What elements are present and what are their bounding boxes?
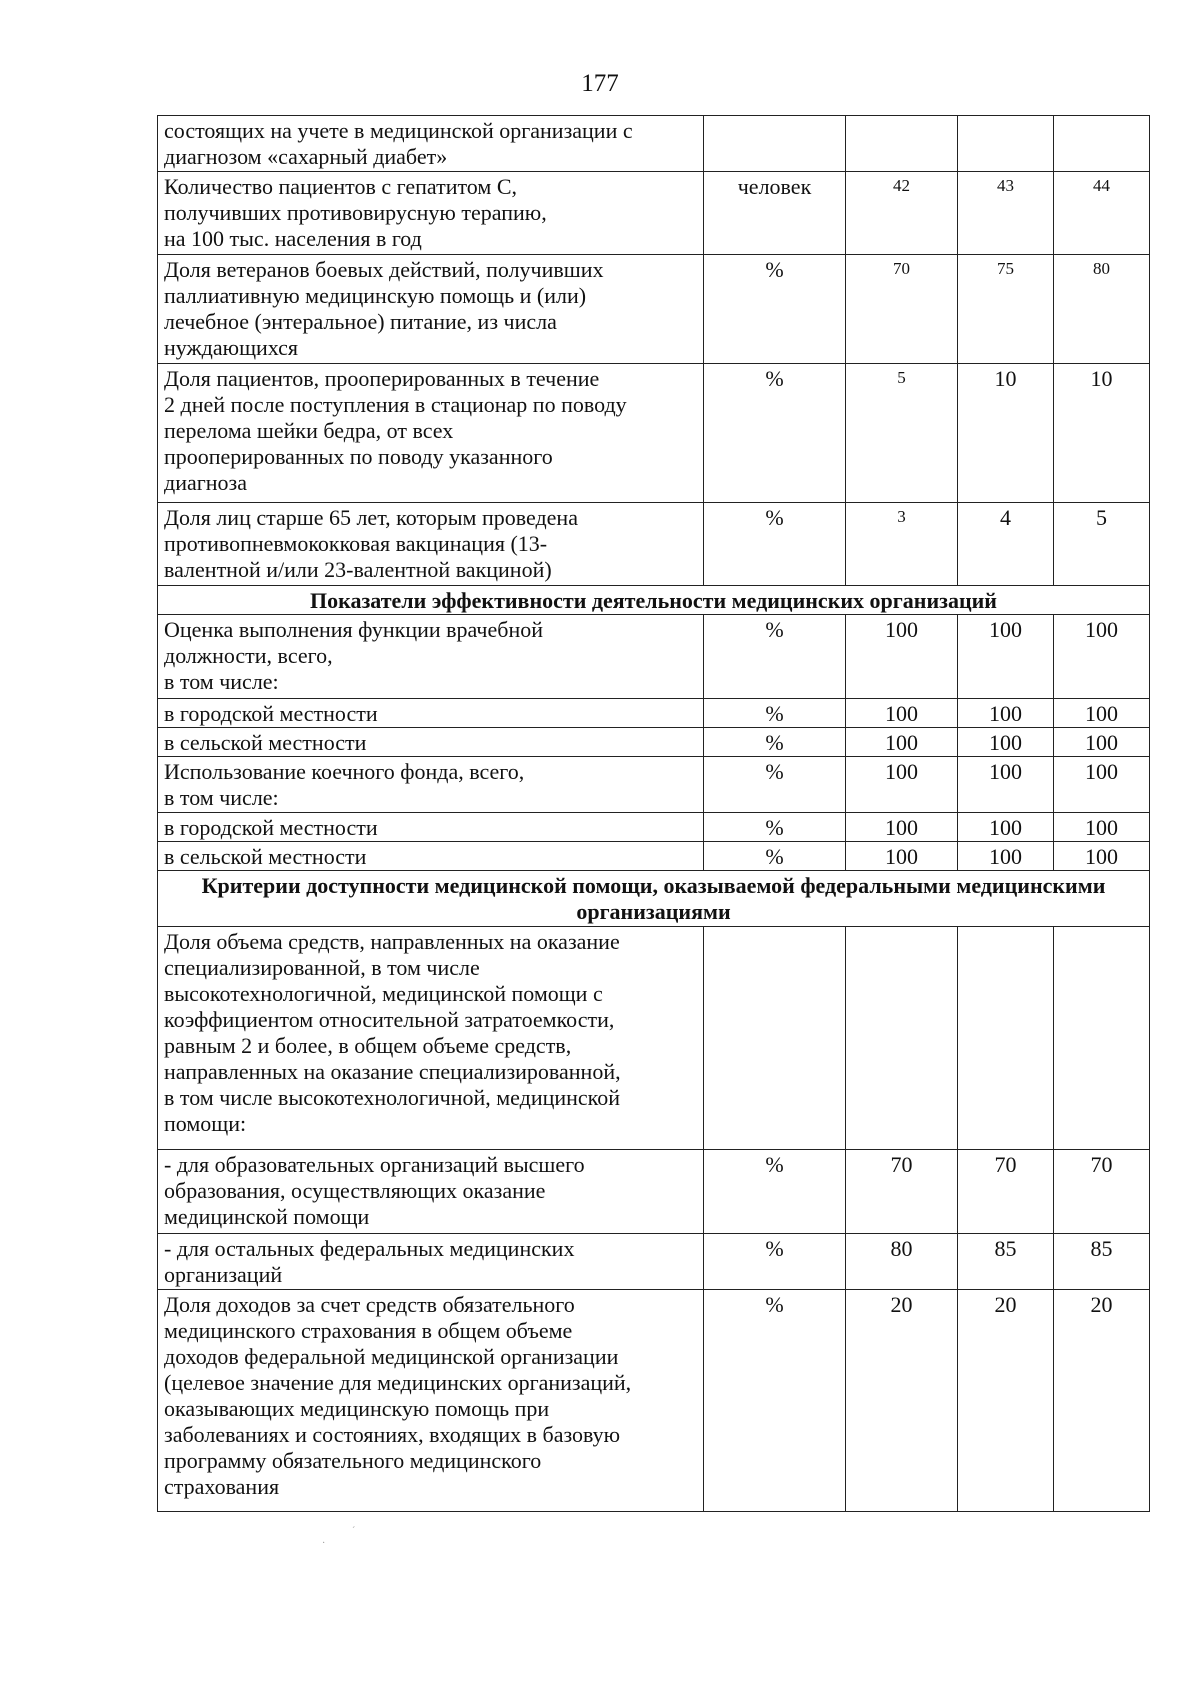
row-value-year-1: 100 (846, 615, 958, 699)
row-value-year-3: 100 (1054, 728, 1150, 757)
section-header-row (158, 586, 1150, 615)
row-unit: % (704, 364, 846, 503)
row-unit: % (704, 255, 846, 364)
row-value-year-2: 43 (958, 172, 1054, 255)
table-row (158, 757, 1150, 813)
section-title-efficiency: Показатели эффективности деятельности медицинских организаций (158, 586, 1150, 615)
row-description-text: Оценка выполнения функции врачебной должности, всего, в том числе: (164, 617, 543, 694)
row-description (158, 757, 704, 813)
row-value-year-1: 100 (846, 699, 958, 728)
row-unit: % (704, 728, 846, 757)
row-value-year-3: 100 (1054, 699, 1150, 728)
section-title-accessibility: Критерии доступности медицинской помощи, оказываемой федеральными медицинскими организациями (158, 871, 1150, 927)
row-description-text: Доля лиц старше 65 лет, которым проведена противопневмококковая вакцинация (13- валентной и/или 23-валентной вакциной) (164, 505, 578, 582)
row-value-year-3 (1054, 927, 1150, 1150)
row-description (158, 728, 704, 757)
row-description-text: Количество пациентов с гепатитом С, получивших противовирусную терапию, на 100 тыс. населения в год (164, 174, 547, 251)
row-description-text: - для остальных федеральных медицинских организаций (164, 1236, 575, 1287)
table-row (158, 813, 1150, 842)
row-unit: % (704, 813, 846, 842)
row-description-text: Доля доходов за счет средств обязательного медицинского страхования в общем объеме доходов федеральной медицинской организации (целевое значение для медицинских организаций, оказывающих медицинскую помощь при заболеваниях и состояниях, входящих в базовую программу обязательного медицинского страхования (164, 1292, 632, 1499)
row-unit: % (704, 1290, 846, 1512)
row-description (158, 927, 704, 1150)
row-value-year-1: 100 (846, 757, 958, 813)
row-description (158, 1290, 704, 1512)
row-value-year-3: 70 (1054, 1150, 1150, 1234)
row-description (158, 172, 704, 255)
table-row (158, 728, 1150, 757)
row-unit: % (704, 615, 846, 699)
row-description-text: в сельской местности (164, 844, 367, 869)
row-value-year-3: 10 (1054, 364, 1150, 503)
row-value-year-3: 5 (1054, 503, 1150, 586)
row-description-text: Использование коечного фонда, всего, в том числе: (164, 759, 525, 810)
section-header-row (158, 871, 1150, 927)
row-value-year-2: 10 (958, 364, 1054, 503)
table-row (158, 503, 1150, 586)
row-description (158, 116, 704, 172)
row-value-year-2: 100 (958, 757, 1054, 813)
table-row (158, 699, 1150, 728)
row-value-year-2: 70 (958, 1150, 1054, 1234)
row-description-text: в городской местности (164, 815, 378, 840)
table-row (158, 615, 1150, 699)
row-value-year-3: 100 (1054, 615, 1150, 699)
row-description (158, 364, 704, 503)
row-value-year-1: 3 (846, 503, 958, 586)
table-row (158, 1234, 1150, 1290)
row-description-text: в сельской местности (164, 730, 367, 755)
row-unit: % (704, 1234, 846, 1290)
table-row (158, 927, 1150, 1150)
row-description (158, 1150, 704, 1234)
row-value-year-3: 100 (1054, 757, 1150, 813)
scan-speck: · (322, 1538, 326, 1549)
row-value-year-2 (958, 927, 1054, 1150)
row-description-text: Доля объема средств, направленных на оказание специализированной, в том числе высокотехнологичной, медицинской помощи с коэффициентом относительной затратоемкости, равным 2 и более, в общем объеме средств, направленных на оказание специализированной, в том числе высокотехнологичной, медицинской помощи: (164, 929, 621, 1136)
row-value-year-1: 80 (846, 1234, 958, 1290)
row-unit: % (704, 1150, 846, 1234)
row-value-year-1: 42 (846, 172, 958, 255)
row-value-year-2: 20 (958, 1290, 1054, 1512)
row-unit (704, 927, 846, 1150)
row-value-year-3: 100 (1054, 842, 1150, 871)
row-unit: % (704, 699, 846, 728)
row-description (158, 1234, 704, 1290)
row-value-year-2: 100 (958, 699, 1054, 728)
row-value-year-1 (846, 927, 958, 1150)
row-description (158, 503, 704, 586)
table-row (158, 1150, 1150, 1234)
row-description (158, 255, 704, 364)
row-value-year-1: 20 (846, 1290, 958, 1512)
row-value-year-1: 70 (846, 1150, 958, 1234)
row-value-year-1: 70 (846, 255, 958, 364)
row-value-year-2: 4 (958, 503, 1054, 586)
row-description (158, 699, 704, 728)
row-unit (704, 116, 846, 172)
row-value-year-3: 20 (1054, 1290, 1150, 1512)
row-value-year-2: 100 (958, 728, 1054, 757)
row-description (158, 615, 704, 699)
row-unit: % (704, 842, 846, 871)
row-description (158, 813, 704, 842)
row-value-year-1: 5 (846, 364, 958, 503)
row-value-year-1: 100 (846, 813, 958, 842)
row-value-year-3: 80 (1054, 255, 1150, 364)
row-value-year-2: 100 (958, 615, 1054, 699)
row-value-year-3 (1054, 116, 1150, 172)
row-unit: % (704, 503, 846, 586)
row-value-year-2: 85 (958, 1234, 1054, 1290)
row-value-year-2: 75 (958, 255, 1054, 364)
row-description-text: - для образовательных организаций высшего образования, осуществляющих оказание медицинской помощи (164, 1152, 585, 1229)
row-description-text: в городской местности (164, 701, 378, 726)
table-row (158, 116, 1150, 172)
row-value-year-3: 100 (1054, 813, 1150, 842)
row-value-year-2 (958, 116, 1054, 172)
row-unit: % (704, 757, 846, 813)
row-value-year-3: 44 (1054, 172, 1150, 255)
row-value-year-1: 100 (846, 842, 958, 871)
row-value-year-1 (846, 116, 958, 172)
scan-speck: ˊ (352, 1526, 356, 1537)
table-row (158, 172, 1150, 255)
row-unit: человек (704, 172, 846, 255)
row-description-text: Доля ветеранов боевых действий, получивших паллиативную медицинскую помощь и (или) лечебное (энтеральное) питание, из числа нуждающихся (164, 257, 604, 360)
row-description-text: состоящих на учете в медицинской организации с диагнозом «сахарный диабет» (164, 118, 633, 169)
page-number: 177 (581, 70, 619, 97)
table-row (158, 842, 1150, 871)
row-description-text: Доля пациентов, прооперированных в течение 2 дней после поступления в стационар по поводу перелома шейки бедра, от всех прооперированных по поводу указанного диагноза (164, 366, 627, 495)
criteria-table (157, 115, 1150, 1512)
row-value-year-2: 100 (958, 813, 1054, 842)
row-value-year-1: 100 (846, 728, 958, 757)
row-value-year-2: 100 (958, 842, 1054, 871)
table-row (158, 255, 1150, 364)
table-row (158, 1290, 1150, 1512)
table-row (158, 364, 1150, 503)
row-value-year-3: 85 (1054, 1234, 1150, 1290)
row-description (158, 842, 704, 871)
